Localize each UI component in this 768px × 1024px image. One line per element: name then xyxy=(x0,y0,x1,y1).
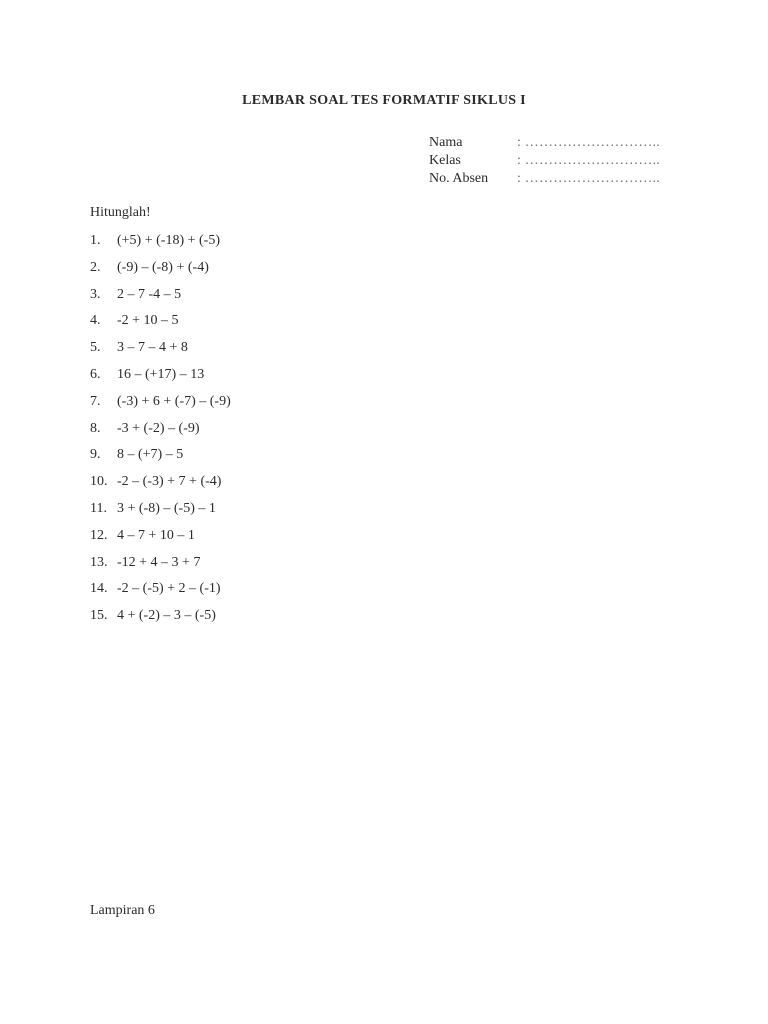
problem-expression: -12 + 4 – 3 + 7 xyxy=(117,554,201,570)
identity-label: Kelas xyxy=(429,153,461,168)
problem-number: 8. xyxy=(90,420,101,436)
problem-item xyxy=(90,286,231,313)
problem-item xyxy=(90,607,231,634)
problem-number: 11. xyxy=(90,500,107,516)
problem-expression: -3 + (-2) – (-9) xyxy=(117,420,200,436)
problem-item xyxy=(90,527,231,554)
problem-number: 2. xyxy=(90,259,101,275)
problem-expression: (+5) + (-18) + (-5) xyxy=(117,233,220,248)
problem-number: 13. xyxy=(90,554,108,570)
problem-expression: 3 + (-8) – (-5) – 1 xyxy=(117,500,216,516)
problem-expression: -2 + 10 – 5 xyxy=(117,313,179,329)
identity-row-kelas xyxy=(429,152,660,170)
problem-item xyxy=(90,393,231,420)
problem-item xyxy=(90,420,231,447)
identity-fill-line: : ……………………….. xyxy=(517,135,660,150)
problem-number: 12. xyxy=(90,527,108,543)
problem-item xyxy=(90,366,231,393)
problem-number: 4. xyxy=(90,313,101,329)
appendix-label: Lampiran 6 xyxy=(90,903,155,918)
problem-item xyxy=(90,500,231,527)
problem-item xyxy=(90,339,231,366)
problem-expression: 4 + (-2) – 3 – (-5) xyxy=(117,608,216,624)
problem-number: 10. xyxy=(90,474,108,490)
problem-number: 15. xyxy=(90,608,108,624)
student-identity-block xyxy=(429,134,660,188)
problem-item xyxy=(90,554,231,581)
problem-item xyxy=(90,446,231,473)
problem-item xyxy=(90,580,231,607)
problem-number: 9. xyxy=(90,447,101,463)
identity-row-nama xyxy=(429,134,660,152)
identity-fill-line: : ……………………….. xyxy=(517,153,660,168)
problem-expression: 4 – 7 + 10 – 1 xyxy=(117,527,195,543)
identity-row-no-absen xyxy=(429,170,660,188)
problem-expression: -2 – (-5) + 2 – (-1) xyxy=(117,581,221,597)
problem-expression: 2 – 7 -4 – 5 xyxy=(117,286,182,302)
problem-item xyxy=(90,232,231,259)
identity-fill-line: : ……………………….. xyxy=(517,171,660,186)
problem-expression: (-9) – (-8) + (-4) xyxy=(117,259,209,275)
problem-number: 1. xyxy=(90,233,101,248)
problem-expression: 8 – (+7) – 5 xyxy=(117,447,184,463)
problem-expression: 16 – (+17) – 13 xyxy=(117,366,205,382)
problem-item xyxy=(90,312,231,339)
instruction-text: Hitunglah! xyxy=(90,205,151,220)
identity-label: Nama xyxy=(429,135,463,150)
problem-expression: -2 – (-3) + 7 + (-4) xyxy=(117,474,222,490)
page-title: LEMBAR SOAL TES FORMATIF SIKLUS I xyxy=(242,93,526,108)
identity-label: No. Absen xyxy=(429,171,489,186)
problem-expression: 3 – 7 – 4 + 8 xyxy=(117,340,188,356)
problem-expression: (-3) + 6 + (-7) – (-9) xyxy=(117,393,231,409)
problem-item xyxy=(90,259,231,286)
problem-number: 7. xyxy=(90,393,101,409)
problem-number: 6. xyxy=(90,366,101,382)
problem-item xyxy=(90,473,231,500)
problem-list xyxy=(90,232,231,634)
problem-number: 5. xyxy=(90,340,101,356)
problem-number: 3. xyxy=(90,286,101,302)
problem-number: 14. xyxy=(90,581,108,597)
